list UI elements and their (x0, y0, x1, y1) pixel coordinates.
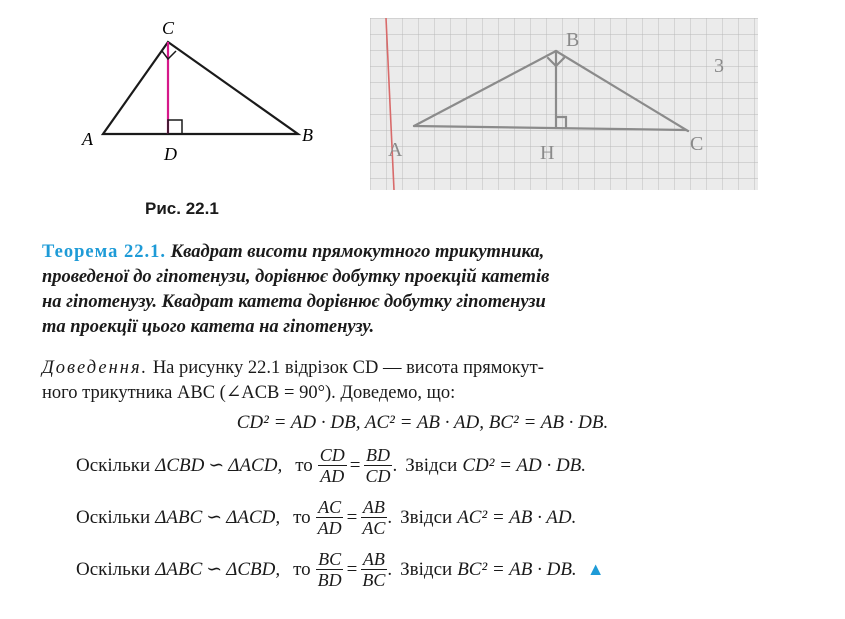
qed-triangle-icon: ▲ (586, 559, 605, 579)
triangle-figure (70, 8, 330, 168)
step-since: Оскільки (76, 558, 151, 580)
step-then: то (293, 558, 311, 580)
theorem-line-4: та проекції цього катета на гіпотенузу. (42, 317, 375, 337)
step-triangle-1: ΔCBD ∽ ΔACD, (155, 455, 283, 476)
equals-sign: = (346, 506, 358, 528)
proof-step-3 (76, 549, 605, 590)
fraction-2: $\frac{AB}{BC}$ (362, 549, 386, 590)
step-hence: Звідси (400, 506, 453, 528)
step-then: то (295, 454, 313, 476)
handdrawn-figure (370, 18, 758, 190)
hand-label-c: C (690, 133, 704, 155)
hand-label-b: B (566, 29, 580, 51)
label-d: D (164, 144, 177, 164)
proof-line-2: ного трикутника ABC (∠ACB = 90°). Доведемо, що: (42, 383, 456, 403)
proof-line-1 (42, 356, 802, 381)
period: . (387, 506, 393, 528)
fraction-1: $\frac{BC}{BD}$ (317, 549, 342, 590)
theorem-label: Теорема 22.1. (42, 242, 166, 262)
step-then: то (293, 506, 311, 528)
step-result: CD² = AD · DB. (462, 454, 587, 476)
step-triangle-2: ΔABC ∽ ΔACD, (155, 507, 281, 528)
label-b: B (302, 125, 313, 145)
step-triangle-3: ΔABC ∽ ΔCBD, (155, 559, 281, 580)
hand-label-h: H (540, 142, 555, 164)
grid-lines (370, 18, 758, 190)
label-a: A (82, 129, 93, 149)
theorem-line-1 (42, 240, 802, 265)
step-since: Оскільки (76, 454, 151, 476)
triangle-abc (103, 42, 298, 134)
hand-label-a: A (388, 139, 403, 161)
theorem-line-2: проведеної до гіпотенузи, дорівнює добутку проекцій катетів (42, 267, 550, 287)
figure-caption: Рис. 22.1 (145, 199, 219, 218)
theorem-line-3: на гіпотенузу. Квадрат катета дорівнює добутку гіпотенузи (42, 292, 546, 312)
step-result: BC² = AB · DB. (457, 558, 577, 580)
proof-block (42, 356, 802, 406)
period: . (392, 454, 398, 476)
right-angle-mark-d (168, 120, 182, 134)
fraction-1: $\frac{AC}{AD}$ (317, 497, 342, 538)
theorem-text-1: Квадрат висоти прямокутного трикутника, (170, 242, 545, 262)
equals-sign: = (349, 454, 361, 476)
main-equation: CD² = AD · DB, AC² = AB · AD, BC² = AB · DB. (236, 412, 609, 433)
step-hence: Звідси (405, 454, 458, 476)
proof-step-2 (76, 497, 576, 538)
proof-text-1: На рисунку 22.1 відрізок CD — висота прямокут- (148, 358, 544, 378)
proof-step-1 (76, 445, 586, 486)
step-since: Оскільки (76, 506, 151, 528)
hand-label-3: 3 (714, 55, 724, 77)
fraction-2: $\frac{AB}{AC}$ (362, 497, 386, 538)
equals-sign: = (346, 558, 358, 580)
proof-label: Доведення. (42, 358, 149, 378)
fraction-1: $\frac{CD}{AD}$ (319, 445, 345, 486)
step-result: AC² = AB · AD. (457, 506, 577, 528)
period: . (387, 558, 393, 580)
theorem-block (42, 240, 802, 340)
step-hence: Звідси (400, 558, 453, 580)
fraction-2: $\frac{BD}{CD}$ (365, 445, 391, 486)
label-c: C (162, 18, 175, 38)
